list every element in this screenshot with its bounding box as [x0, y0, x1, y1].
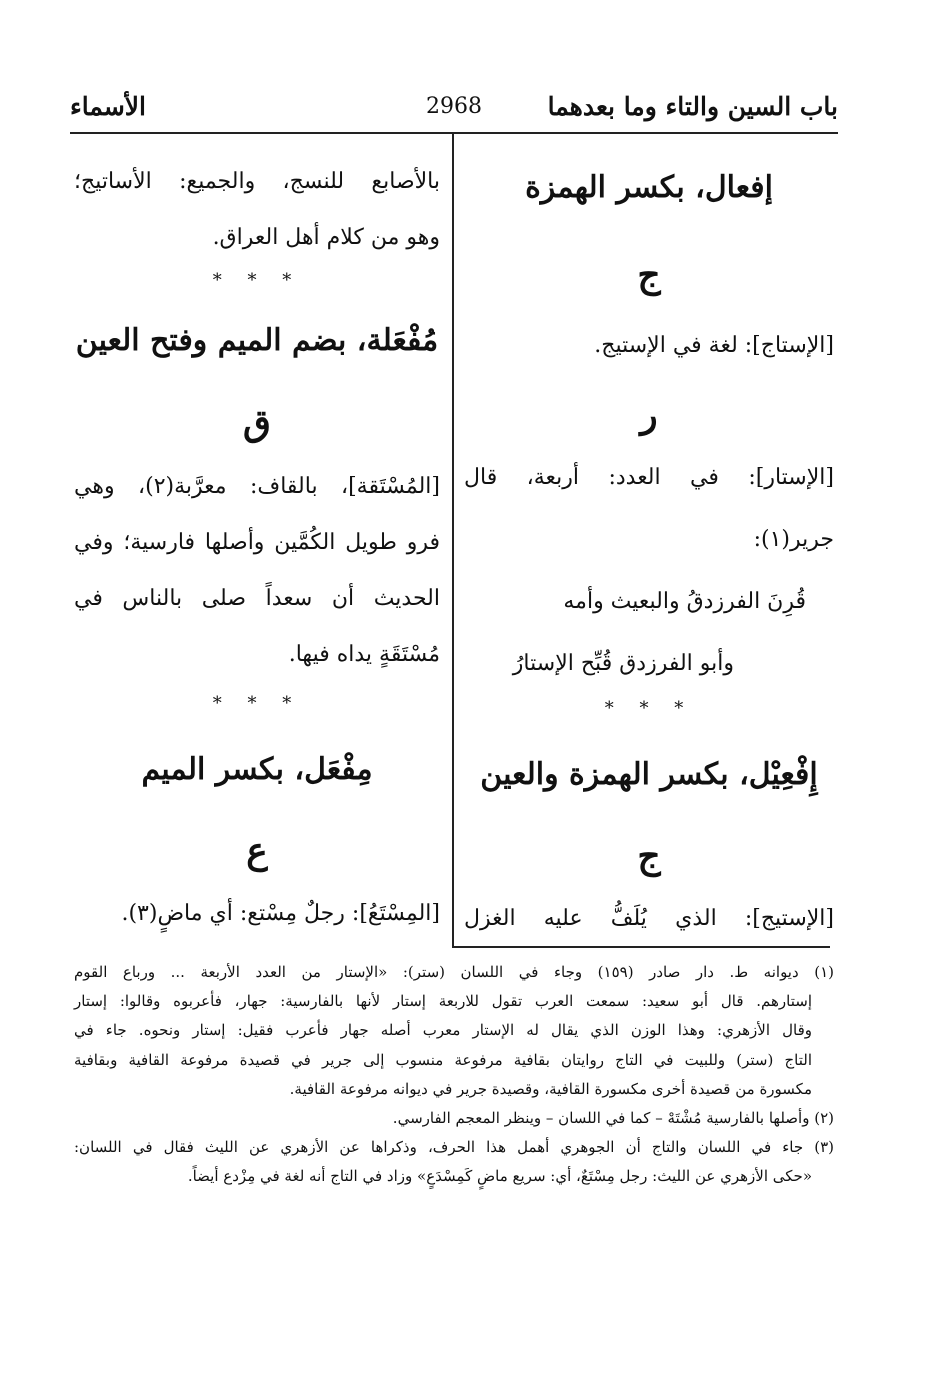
entry-text: وهو من كلام أهل العراق. [212, 225, 440, 250]
separator-stars: * * * [604, 698, 694, 719]
separator-stars: * * * [212, 270, 302, 291]
footnote-line: التاج (ستر) وللبيت في التاج روايتان بقافية مرفوعة منسوب إلى جرير في قصيدة مرفوعة القافية وبقافية [74, 1050, 812, 1069]
footnote-line: (٢) وأصلها بالفارسية مُشْتَهْ – كما في اللسان – وينظر المعجم الفارسي. [392, 1109, 834, 1128]
page-number: 2968 [426, 94, 482, 119]
header-rule [70, 132, 838, 134]
footnote-line: وقال الأزهري: وهذا الوزن الذي يقال له الإستار معرب أصله جهار فأعرب فقيل: إستار ونحوه. جاء في [74, 1021, 812, 1040]
column-divider [452, 134, 454, 948]
left-column [74, 150, 440, 942]
entry-text: [المُسْتَقة]، بالقاف: معرَّبة(٢)، وهي [74, 474, 440, 499]
chapter-title: باب السين والتاء وما بعدهما [547, 92, 838, 121]
section-heading: إِفْعِيْل، بكسر الهمزة والعين [480, 757, 818, 792]
letter-heading: ق [243, 402, 271, 444]
verse-line: وأبو الفرزدق قُبِّح الإستارُ [512, 651, 734, 676]
footnote-line: «حكى الأزهري عن الليث: رجل مِسْتَعٌ، أي: سريع ماضٍ كَمِسْدَعٍ» وزاد في التاج أنه لغة في مِزْدع أيضاً. [187, 1167, 812, 1186]
letter-heading: ج [637, 835, 661, 877]
separator-stars: * * * [212, 693, 302, 714]
footnote-line: مكسورة من قصيدة أخرى مكسورة القافية، وقصيدة جرير في ديوانه مرفوعة القافية. [289, 1079, 812, 1098]
footnote-line: إستارهم. قال أبو سعيد: سمعت العرب تقول للاربعة إستار لأنها بالفارسية: جهار، فأعربوه وقالوا: إستار [74, 992, 812, 1011]
section-heading: مُفْعَلة، بضم الميم وفتح العين [75, 323, 439, 358]
right-column [464, 150, 834, 947]
footnotes [74, 958, 834, 1192]
entry-text: [الإستار]: في العدد: أربعة، قال [464, 465, 834, 490]
page-header [70, 92, 838, 132]
entry-text: [الإستيج]: الذي يُلَفُّ عليه الغزل [464, 906, 834, 931]
footnote-line: (١) ديوانه ط. دار صادر (١٥٩) وجاء في اللسان (ستر): «الإستار من العدد الأربعة ... ورباع القوم [74, 963, 834, 981]
letter-heading: ر [640, 394, 658, 436]
verse-line: قُرِنَ الفرزدقُ والبعيث وأمه [563, 589, 806, 614]
letter-heading: ع [246, 830, 268, 872]
entry-text: بالأصابع للنسج، والجميع: الأساتيج؛ [74, 169, 440, 194]
entry-text: فرو طويل الكُمَّين وأصلها فارسية؛ وفي [74, 530, 440, 555]
footnote-line: (٣) جاء في اللسان والتاج أن الجوهري أهمل هذا الحرف، وذكراها عن الأزهري عن الليث فقال في اللسان: [74, 1138, 834, 1157]
footnote-rule [454, 946, 830, 948]
entry-text: [المِسْتَعُ]: رجلٌ مِسْتع: أي ماضٍ(٣). [121, 901, 440, 926]
entry-text: الحديث أن سعداً صلى بالناس في [74, 586, 440, 611]
entry-text: جرير(١): [753, 527, 834, 552]
section-heading: إفعال، بكسر الهمزة [525, 170, 773, 205]
entry-text: مُسْتَقَةٍ يداه فيها. [288, 642, 440, 667]
entry-text: [الإستاج]: لغة في الإستيج. [594, 333, 834, 358]
section-title: الأسماء [70, 92, 146, 121]
section-heading: مِفْعَل، بكسر الميم [141, 752, 373, 787]
letter-heading: ج [637, 254, 661, 296]
